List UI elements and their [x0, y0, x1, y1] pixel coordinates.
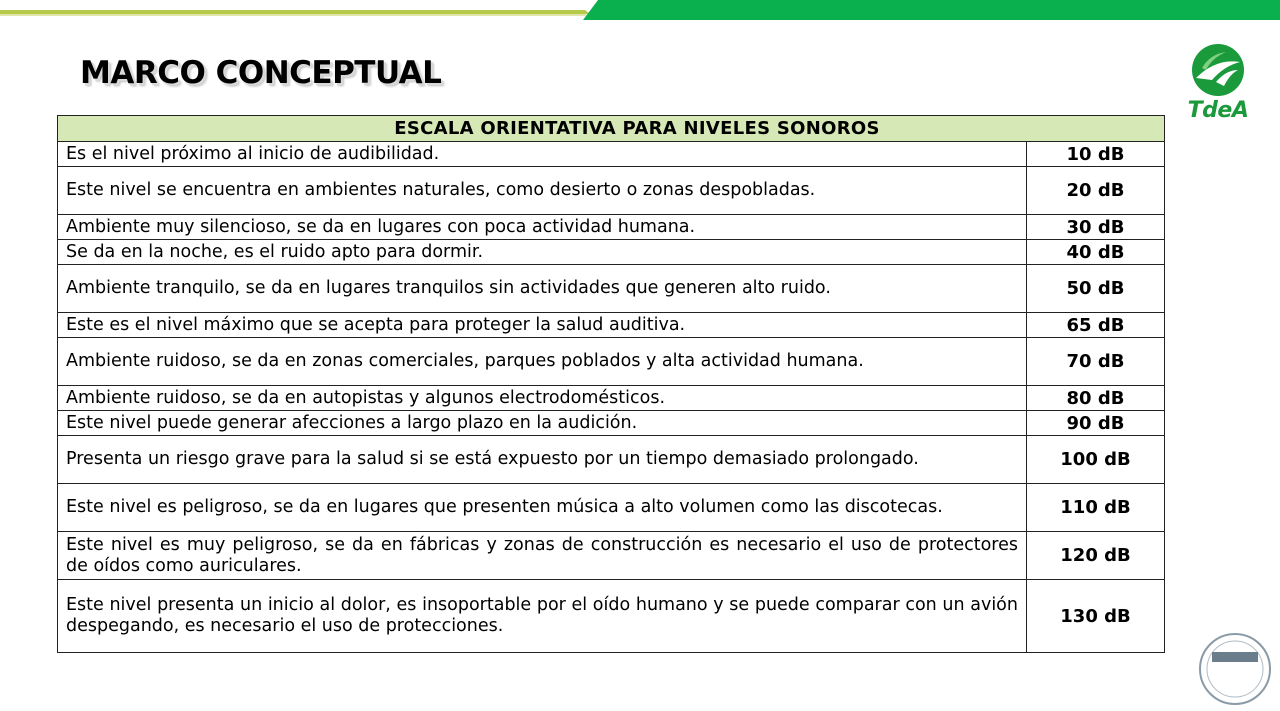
table-row [58, 167, 1165, 215]
row-level: 90 dB [1027, 411, 1165, 436]
row-level: 120 dB [1027, 532, 1165, 580]
tdea-logo [1176, 40, 1260, 130]
row-level: 50 dB [1027, 265, 1165, 313]
row-description: Ambiente tranquilo, se da en lugares tranquilos sin actividades que generen alto ruido. [58, 265, 1027, 313]
row-level: 130 dB [1027, 580, 1165, 653]
row-description: Este nivel se encuentra en ambientes naturales, como desierto o zonas despobladas. [58, 167, 1027, 215]
table-row [58, 240, 1165, 265]
sound-levels-table [57, 115, 1165, 653]
row-level: 20 dB [1027, 167, 1165, 215]
row-description: Es el nivel próximo al inicio de audibilidad. [58, 142, 1027, 167]
row-level: 80 dB [1027, 386, 1165, 411]
row-description: Este nivel es muy peligroso, se da en fábricas y zonas de construcción es necesario el uso de protectores de oídos como auriculares. [58, 532, 1027, 580]
table-row [58, 484, 1165, 532]
row-level: 70 dB [1027, 338, 1165, 386]
row-description: Este nivel puede generar afecciones a largo plazo en la audición. [58, 411, 1027, 436]
table-row [58, 532, 1165, 580]
table-row [58, 411, 1165, 436]
table-row [58, 265, 1165, 313]
row-level: 40 dB [1027, 240, 1165, 265]
row-level: 10 dB [1027, 142, 1165, 167]
top-accent-band [0, 0, 1280, 22]
table-row [58, 313, 1165, 338]
row-description: Este es el nivel máximo que se acepta para proteger la salud auditiva. [58, 313, 1027, 338]
row-description: Ambiente ruidoso, se da en zonas comerciales, parques poblados y alta actividad humana. [58, 338, 1027, 386]
table-row [58, 215, 1165, 240]
row-level: 30 dB [1027, 215, 1165, 240]
row-description: Este nivel presenta un inicio al dolor, es insoportable por el oído humano y se puede comparar con un avión despegando, es necesario el uso de protecciones. [58, 580, 1027, 653]
table-row [58, 436, 1165, 484]
row-description: Este nivel es peligroso, se da en lugares que presenten música a alto volumen como las discotecas. [58, 484, 1027, 532]
institution-seal [1198, 632, 1272, 706]
table-row [58, 386, 1165, 411]
table-row [58, 338, 1165, 386]
table-header-row [58, 116, 1165, 142]
row-level: 110 dB [1027, 484, 1165, 532]
row-description: Se da en la noche, es el ruido apto para dormir. [58, 240, 1027, 265]
row-description: Presenta un riesgo grave para la salud si se está expuesto por un tiempo demasiado prolongado. [58, 436, 1027, 484]
slide-title: MARCO CONCEPTUAL [80, 55, 442, 91]
logo-emblem-icon [1176, 40, 1260, 100]
row-description: Ambiente ruidoso, se da en autopistas y algunos electrodomésticos. [58, 386, 1027, 411]
row-level: 100 dB [1027, 436, 1165, 484]
table-row [58, 142, 1165, 167]
seal-icon [1198, 632, 1272, 706]
table-row [58, 580, 1165, 653]
row-description: Ambiente muy silencioso, se da en lugares con poca actividad humana. [58, 215, 1027, 240]
logo-text: TdeA [1187, 98, 1249, 123]
row-level: 65 dB [1027, 313, 1165, 338]
table-header: ESCALA ORIENTATIVA PARA NIVELES SONOROS [58, 116, 1165, 142]
